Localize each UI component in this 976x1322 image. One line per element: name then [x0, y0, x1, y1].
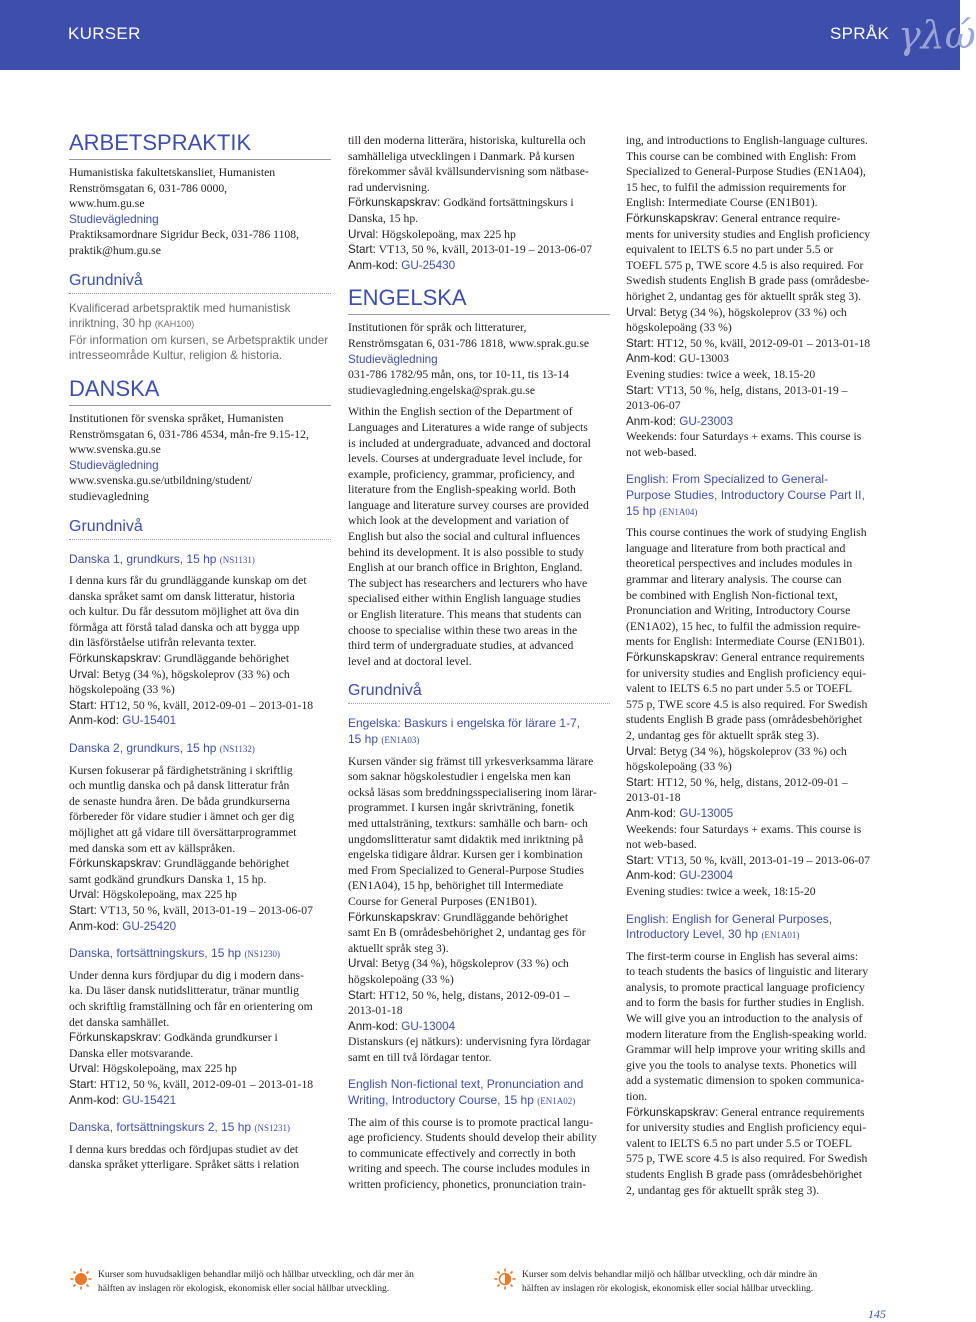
desc-line: Grammar will help improve your writing skills and — [626, 1043, 866, 1057]
course-title-danska-2: Danska 2, grundkurs, 15 hp (NS1132) — [69, 741, 255, 756]
website-link[interactable]: studievagledning — [69, 489, 149, 503]
desc-line: med danska som ett av källspråken. — [69, 841, 236, 855]
intro-line: English but also the social and cultural influences — [348, 530, 581, 544]
address-line: Institutionen för språk och litteraturer, — [348, 321, 527, 335]
prereq-line: 2, undantag ges för aktuellt språk steg 3). — [626, 728, 820, 742]
email-link[interactable]: studievagledning.engelska@sprak.gu.se — [348, 383, 536, 397]
course-title: Kvalificerad arbetspraktik med humanistisk — [69, 301, 291, 315]
sustainability-partial-icon — [494, 1268, 516, 1290]
prereq-line: Förkunskapskrav: Grundläggande behörighet — [348, 910, 569, 924]
desc-line: written proficiency, phonetics, pronunciation train- — [348, 1178, 587, 1192]
intro-line: literature from the English-speaking world. Both — [348, 483, 576, 497]
prereq-line: aktuellt språk steg 3). — [348, 941, 449, 955]
address-line: Renströmsgatan 6, 031-786 0000, — [69, 181, 228, 195]
course-title-danska-fortsattning: Danska, fortsättningskurs, 15 hp (NS1230) — [69, 946, 280, 961]
intro-line: is included at undergraduate, advanced and doctoral — [348, 436, 591, 450]
desc-line: (EN1A02), 15 hec, to fulfil the admission require- — [626, 619, 861, 633]
desc-line: writing and speech. The course includes modules in — [348, 1162, 590, 1176]
desc-line: och kultur. Du får dessutom möjlighet att öva din — [69, 605, 300, 619]
note-line: Distanskurs (ej nätkurs): undervisning fyra lördagar — [348, 1035, 591, 1049]
website-link[interactable]: www.svenska.gu.se — [69, 443, 161, 457]
prereq-line: Swedish students English B grade pass (områdesbe- — [626, 274, 870, 288]
desc-line: som saknar högskolestudier i engelska men kan — [348, 770, 571, 784]
desc-line: Kursen fokuserar på färdighetsträning i skriftlig — [69, 763, 293, 777]
intro-line: which look at the development and variation of — [348, 514, 570, 528]
sustainability-major-icon — [70, 1268, 92, 1290]
prereq-line: valent to IELTS 6.5 no part under 5.5 or TOEFL — [626, 1136, 853, 1150]
selection-line: högskolepoäng (33 %) — [348, 972, 454, 986]
label-studievagledning: Studievägledning — [69, 212, 159, 226]
desc-line: This course continues the work of studying English — [626, 526, 867, 540]
column-1 — [69, 130, 331, 1173]
intro-line: behind its development. It is also possible to study — [348, 545, 585, 559]
start-line: Start: HT12, 50 %, helg, distans, 2012-09-01 – — [626, 775, 848, 789]
header-band — [0, 0, 976, 70]
start-line: Start: VT13, 50 %, kväll, 2013-01-19 – 2013-06-07 — [348, 243, 592, 257]
prereq-line: Förkunskapskrav: Grundläggande behörighet — [69, 857, 290, 871]
start-line: Start: VT13, 50 %, kväll, 2013-01-19 – 2013-06-07 — [626, 853, 870, 867]
heading-danska: DANSKA — [69, 376, 331, 406]
prereq-line: students English B grade pass (områdesbehörighet — [626, 713, 862, 727]
desc-line: We will give you an introduction to the analysis of — [626, 1012, 863, 1026]
prereq-line: Förkunskapskrav: Godkända grundkurser i — [69, 1031, 278, 1045]
desc-line: Specialized to General-Purpose Studies (EN1A04), — [626, 165, 866, 179]
anm-code-line: Anm-kod: GU-13003 — [626, 352, 729, 366]
start-line: Start: VT13, 50 %, kväll, 2013-01-19 – 2013-06-07 — [69, 903, 313, 917]
intro-line: choose to specialise within these two areas in the — [348, 623, 578, 637]
desc-line: programmet. I kursen ingår skrivträning, fonetik — [348, 801, 575, 815]
desc-line: ungdomslitteratur samt didaktik med inriktning på — [348, 832, 584, 846]
prereq-line: 575 p, TWE score 4.5 is also required. For Swedish — [626, 697, 868, 711]
anm-code-line: Anm-kod: GU-13004 — [348, 1019, 456, 1033]
desc-line: I denna kurs breddas och fördjupas studiet av det — [69, 1142, 299, 1156]
email-link[interactable]: praktik@hum.gu.se — [69, 243, 161, 257]
info-line: intresseområde Kultur, religion & historia. — [69, 349, 283, 363]
anm-code-line: Anm-kod: GU-25430 — [348, 258, 456, 272]
desc-line: Kursen vänder sig främst till yrkesverksamma lärare — [348, 754, 594, 768]
desc-line: förbereder för vidare studier i ämnet och ger dig — [69, 810, 295, 824]
desc-line: to communicate effectively and correctly in both — [348, 1146, 576, 1160]
start-line: Start: HT12, 50 %, kväll, 2012-09-01 – 2013-01-18 — [69, 698, 314, 712]
intro-line: specialised either within English language studies — [348, 592, 581, 606]
prereq-line: equivalent to IELTS 6.5 no part under 5.5 or — [626, 243, 834, 257]
footer-note-major: Kurser som huvudsakligen behandlar miljö och hållbar utveckling, och där mer än hälften av inslagen rör ekologisk, ekonomisk eller social hållbar utveckling. — [98, 1269, 414, 1294]
prereq-line: Förkunskapskrav: General entrance require- — [626, 211, 841, 225]
intro-line: English at our branch office in Brighton, England. — [348, 561, 583, 575]
selection-line: Urval: Betyg (34 %), högskoleprov (33 %) och — [69, 667, 290, 681]
intro-line: third term of undergraduate studies, at advanced — [348, 639, 574, 653]
desc-line: The aim of this course is to promote practical langu- — [348, 1115, 594, 1129]
website-link[interactable]: www.svenska.gu.se/utbildning/student/ — [69, 474, 253, 488]
course-title-specialized: English: From Specialized to General- Purpose Studies, Introductory Course Part II, 15 hp (EN1A04) — [626, 472, 865, 518]
start-line: Start: HT12, 50 %, helg, distans, 2012-09-01 – — [348, 988, 570, 1002]
selection-line: Urval: Högskolepoäng, max 225 hp — [348, 227, 516, 241]
column-2 — [348, 133, 610, 1193]
label-studievagledning: Studievägledning — [69, 458, 159, 472]
course-title-baskurs: Engelska: Baskurs i engelska för lärare 1-7, 15 hp (EN1A03) — [348, 716, 581, 746]
note-line: Evening studies: twice a week, 18.15-20 — [626, 367, 816, 381]
desc-line: också läsas som breddningsspecialisering inom lärar- — [348, 785, 597, 799]
desc-line: The first-term course in English has several aims: — [626, 949, 859, 963]
heading-grundniva: Grundnivå — [348, 681, 610, 704]
anm-code-line: Anm-kod: GU-23003 — [626, 414, 734, 428]
note-line: Weekends: four Saturdays + exams. This course is — [626, 430, 862, 444]
address-line: Institutionen för svenska språket, Humanisten — [69, 411, 284, 425]
contact-line: Praktiksamordnare Sigridur Beck, 031-786 1108, — [69, 228, 300, 242]
desc-line: förekommer såväl kvällsundervisning som nätbase- — [348, 165, 589, 179]
desc-line: ing, and introductions to English-language cultures. — [626, 134, 868, 147]
info-line: För information om kursen, se Arbetspraktik under — [69, 333, 329, 347]
intro-line: language and literature survey courses are provided — [348, 498, 589, 512]
desc-line: och muntlig danska och på dansk litteratur från — [69, 779, 290, 793]
label-studievagledning: Studievägledning — [348, 352, 438, 366]
desc-line: analysis, to promote practical language proficiency — [626, 980, 865, 994]
prereq-line: samt godkänd grundkurs Danska 1, 15 hp. — [69, 872, 267, 886]
desc-line: Pronunciation and Writing, Introductory Course — [626, 604, 851, 618]
address-line: Humanistiska fakultetskansliet, Humanisten — [69, 166, 276, 179]
desc-line: I denna kurs får du grundläggande kunskap om det — [69, 574, 307, 588]
footer-note-partial: Kurser som delvis behandlar miljö och hållbar utveckling, och där mindre än hälften av inslagen rör ekologisk, ekonomisk eller social hållbar utveckling. — [522, 1269, 818, 1294]
selection-line: högskolepoäng (33 %) — [69, 683, 175, 697]
address-line: Renströmsgatan 6, 031-786 1818, www.sprak.gu.se — [348, 336, 590, 350]
selection-line: Urval: Högskolepoäng, max 225 hp — [69, 1062, 237, 1076]
note-line: Evening studies: twice a week, 18:15-20 — [626, 884, 816, 898]
start-line: 2013-01-18 — [348, 1004, 403, 1018]
note-line: not web-based. — [626, 445, 697, 459]
intro-line: Languages and Literatures a wide range of subjects — [348, 420, 588, 434]
intro-line: Within the English section of the Department of — [348, 405, 573, 419]
course-title-general-purposes: English: English for General Purposes, Introductory Level, 30 hp (EN1A01) — [626, 911, 833, 942]
selection-line: Urval: Betyg (34 %), högskoleprov (33 %) och — [626, 744, 847, 758]
start-line: Start: HT12, 50 %, kväll, 2012-09-01 – 2013-01-18 — [626, 336, 871, 350]
desc-line: de senaste hundra åren. De båda grundkurserna — [69, 794, 290, 808]
course-title-nonfictional: English Non-fictional text, Pronunciation and Writing, Introductory Course, 15 hp (EN1A02) — [348, 1077, 584, 1108]
desc-line: theoretical perspectives and includes modules in — [626, 557, 853, 571]
desc-line: och skriftlig framställning och får en orientering om — [69, 999, 313, 1013]
course-title: inriktning, 30 hp (KAH100) — [69, 317, 195, 331]
prereq-line: 2, undantag ges för aktuellt språk steg 3). — [626, 1183, 820, 1197]
start-line: Start: HT12, 50 %, kväll, 2012-09-01 – 2013-01-18 — [69, 1077, 314, 1091]
desc-line: to teach students the basics of linguistic and literary — [626, 965, 869, 979]
start-line: Start: VT13, 50 %, helg, distans, 2013-01-19 – — [626, 383, 848, 397]
desc-line: age proficiency. Students should develop their ability — [348, 1131, 597, 1145]
desc-line: det danska samhället. — [69, 1015, 170, 1029]
selection-line: högskolepoäng (33 %) — [626, 760, 732, 774]
selection-line: Urval: Betyg (34 %), högskoleprov (33 %) och — [626, 305, 847, 319]
prereq-line: Danska eller motsvarande. — [69, 1046, 194, 1060]
prereq-line: Danska, 15 hp. — [348, 211, 419, 225]
website-link[interactable]: www.hum.gu.se — [69, 197, 145, 211]
desc-line: language and literature from both practical and — [626, 541, 846, 555]
page-number: 145 — [868, 1307, 886, 1321]
selection-line: Urval: Högskolepoäng, max 225 hp — [69, 888, 237, 902]
prereq-line: Förkunskapskrav: General entrance requirements — [626, 1105, 865, 1119]
desc-line: 15 hec, to fulfil the admission requirements for — [626, 180, 847, 194]
contact-line: 031-786 1782/95 mån, ons, tor 10-11, tis 13-14 — [348, 368, 569, 382]
start-line: 2013-06-07 — [626, 399, 681, 413]
heading-grundniva: Grundnivå — [69, 517, 331, 540]
desc-line: danska språket samt om dansk litteratur, historia — [69, 589, 295, 603]
desc-line: ments for English: Intermediate Course (EN1B01). — [626, 635, 865, 649]
intro-line: or English literature. This means that students can — [348, 608, 582, 622]
intro-line: level and at doctoral level. — [348, 654, 472, 668]
anm-code-line: Anm-kod: GU-25420 — [69, 919, 177, 933]
prereq-line: ments for university studies and English proficiency — [626, 227, 871, 241]
course-code: (KAH100) — [154, 319, 195, 330]
anm-code-line: Anm-kod: GU-23004 — [626, 869, 734, 883]
course-title-danska-1: Danska 1, grundkurs, 15 hp (NS1131) — [69, 551, 255, 566]
prereq-line: Förkunskapskrav: Grundläggande behörighet — [69, 652, 290, 666]
desc-line: This course can be combined with English: From — [626, 149, 857, 163]
desc-line: förmåga att förstå talad danska och att bygga upp — [69, 620, 300, 634]
anm-code-line: Anm-kod: GU-15401 — [69, 714, 177, 728]
prereq-line: hörighet 2, undantag ges för aktuellt språk steg 3). — [626, 289, 861, 303]
anm-code-line: Anm-kod: GU-15421 — [69, 1093, 177, 1107]
desc-line: din läsförståelse utifrån relevanta texter. — [69, 636, 257, 650]
desc-line: danska språket ytterligare. Språket sätts i relation — [69, 1158, 300, 1172]
note-line: samt en till två lördagar tentor. — [348, 1050, 492, 1064]
prereq-line: for university studies and English proficiency equi- — [626, 666, 867, 680]
desc-line: med uttalsträning, textkurs: samhälle och barn- och — [348, 816, 588, 830]
desc-line: Under denna kurs fördjupar du dig i modern dans- — [69, 968, 304, 982]
desc-line: med From Specialized to General-Purpose Studies — [348, 863, 584, 877]
prereq-line: for university studies and English proficiency equi- — [626, 1121, 867, 1135]
note-line: Weekends: four Saturdays + exams. This course is — [626, 822, 862, 836]
desc-line: English: Intermediate Course (EN1B01). — [626, 196, 818, 210]
desc-line: rad undervisning. — [348, 180, 430, 194]
selection-line: högskolepoäng (33 %) — [626, 321, 732, 335]
prereq-line: students English B grade pass (områdesbehörighet — [626, 1168, 862, 1181]
intro-line: example, proficiency, grammar, proficiency, and — [348, 467, 575, 481]
desc-line: and to form the basis for further studies in English. — [626, 996, 865, 1010]
anm-code-line: Anm-kod: GU-13005 — [626, 806, 734, 820]
desc-line: tion. — [626, 1090, 648, 1104]
desc-line: be combined with English Non-fictional text, — [626, 588, 838, 602]
prereq-line: Förkunskapskrav: Godkänd fortsättningskurs i — [348, 196, 574, 210]
start-line: 2013-01-18 — [626, 791, 681, 805]
column-3 — [626, 133, 890, 1198]
intro-line: The subject has researchers and lecturers who have — [348, 576, 588, 590]
subject-label: SPRÅK — [830, 24, 890, 43]
desc-line: give you the tools to analyse texts. Phonetics will — [626, 1058, 857, 1072]
desc-line: samhälleliga utvecklingen i Danmark. På kursen — [348, 149, 575, 163]
prereq-line: samt En B (områdesbehörighet 2, undantag ges för — [348, 926, 586, 940]
desc-line: möjlighet att gå vidare till översättarprogrammet — [69, 826, 297, 839]
prereq-line: Förkunskapskrav: General entrance requirements — [626, 651, 865, 664]
desc-line: Course for General Purposes (EN1B01). — [348, 894, 538, 908]
section-label: KURSER — [68, 24, 141, 43]
desc-line: modern literature from the English-speaking world. — [626, 1027, 867, 1041]
course-title-danska-fortsattning-2: Danska, fortsättningskurs 2, 15 hp (NS1231) — [69, 1120, 290, 1135]
prereq-line: 575 p, TWE score 4.5 is also required. For Swedish — [626, 1152, 868, 1166]
desc-line: add a systematic dimension to spoken communica- — [626, 1074, 865, 1088]
heading-arbetspraktik: ARBETSPRAKTIK — [69, 130, 331, 160]
address-line: Renströmsgatan 6, 031-786 4534, mån-fre 9.15-12, — [69, 427, 309, 441]
desc-line: ka. Du läser dansk nutidslitteratur, tränar muntlig — [69, 984, 299, 998]
note-line: not web-based. — [626, 838, 697, 852]
prereq-line: valent to IELTS 6.5 no part under 5.5 or TOEFL — [626, 682, 853, 696]
intro-line: levels. Courses at undergraduate level include, for — [348, 452, 583, 466]
desc-line: till den moderna litterära, historiska, kulturella och — [348, 134, 586, 147]
desc-line: engelska tidigare åldrar. Kursen ger i kombination — [348, 848, 583, 862]
heading-engelska: ENGELSKA — [348, 285, 610, 315]
selection-line: Urval: Betyg (34 %), högskoleprov (33 %) och — [348, 957, 569, 971]
prereq-line: TOEFL 575 p, TWE score 4.5 is also required. For — [626, 258, 864, 272]
greek-logo: γλώ — [898, 13, 976, 57]
heading-grundniva: Grundnivå — [69, 271, 331, 294]
desc-line: grammar and literary analysis. The course can — [626, 573, 842, 587]
desc-line: (EN1A04), 15 hp, behörighet till Intermediate — [348, 879, 564, 893]
